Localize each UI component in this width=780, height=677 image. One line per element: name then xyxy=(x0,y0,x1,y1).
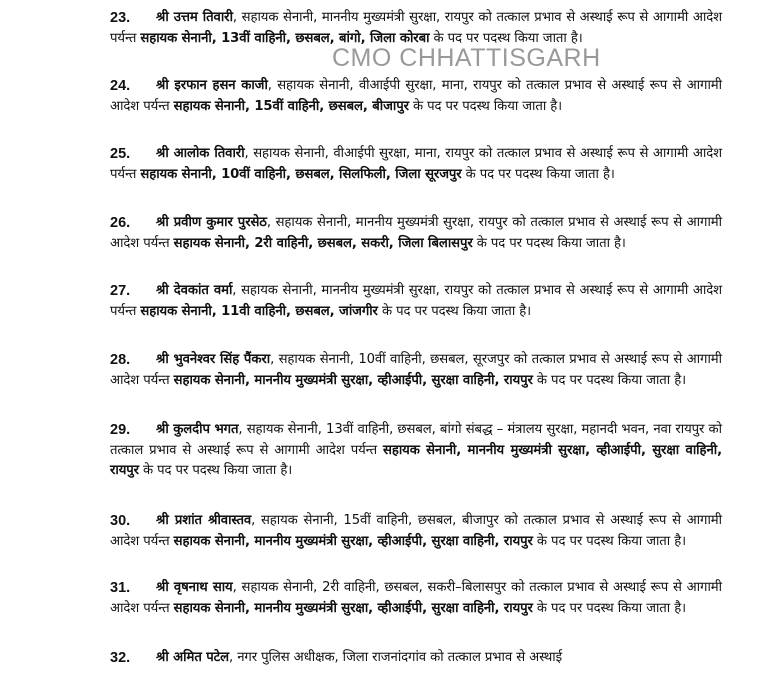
entry-number: 24. xyxy=(110,78,131,94)
entry-text: , सहायक सेनानी, 10वीं वाहिनी, छसबल, सूरजपुर को तत्काल प्रभाव से अस्थाई रूप से आगामी आदेश पर्यन्त xyxy=(110,352,722,388)
officer-name: श्री प्रवीण कुमार पुरसेठ xyxy=(156,215,267,230)
entry-text: , सहायक सेनानी, 15वीं वाहिनी, छसबल, बीजापुर को तत्काल प्रभाव से अस्थाई रूप से आगामी आदेश पर्यन्त xyxy=(110,513,722,549)
officer-name: श्री देवकांत वर्मा xyxy=(156,283,233,298)
entry-number: 31. xyxy=(110,580,131,596)
new-posting: सहायक सेनानी, 15वीं वाहिनी, छसबल, बीजापुर xyxy=(173,98,409,114)
entry-number: 29. xyxy=(110,422,131,438)
entry-paragraph xyxy=(110,213,722,254)
entry-number: 26. xyxy=(110,215,131,231)
entry-number: 28. xyxy=(110,352,131,368)
entry-paragraph xyxy=(110,144,722,185)
entry-text: , सहायक सेनानी, 2री वाहिनी, छसबल, सकरी–बिलासपुर को तत्काल प्रभाव से अस्थाई रूप से आगामी आदेश पर्यन्त xyxy=(110,580,722,616)
order-entry-23 xyxy=(0,8,780,49)
entry-number: 27. xyxy=(110,283,131,299)
entry-paragraph xyxy=(110,281,722,322)
new-posting: सहायक सेनानी, 13वीं वाहिनी, छसबल, बांगो, जिला कोरबा xyxy=(140,30,430,46)
entry-text: , सहायक सेनानी, वीआईपी सुरक्षा, माना, रायपुर को तत्काल प्रभाव से अस्थाई रूप से आगामी आदेश पर्यन्त xyxy=(110,146,722,182)
order-entry-30 xyxy=(0,511,780,552)
order-entry-25 xyxy=(0,144,780,185)
entry-closing: के पद पर पदस्थ किया जाता है। xyxy=(461,166,615,182)
officer-name: श्री आलोक तिवारी xyxy=(156,146,245,161)
watermark-text: CMO CHHATTISGARH xyxy=(332,44,601,72)
entry-text: , सहायक सेनानी, वीआईपी सुरक्षा, माना, रायपुर को तत्काल प्रभाव से अस्थाई रूप से आगामी आदेश पर्यन्त xyxy=(110,78,722,114)
entry-paragraph xyxy=(110,8,722,49)
officer-name: श्री अमित पटेल xyxy=(156,650,230,665)
entry-text: , नगर पुलिस अधीक्षक, जिला राजनांदगांव को तत्काल प्रभाव से अस्थाई xyxy=(229,650,562,665)
officer-name: श्री वृषनाथ साय xyxy=(156,580,233,595)
officer-name: श्री भुवनेश्वर सिंह पैंकरा xyxy=(156,352,271,367)
order-entry-32 xyxy=(0,648,780,669)
entry-paragraph xyxy=(110,76,722,117)
new-posting: सहायक सेनानी, माननीय मुख्यमंत्री सुरक्षा, व्हीआईपी, सुरक्षा वाहिनी, रायपुर xyxy=(110,442,723,479)
order-entry-27 xyxy=(0,281,780,322)
entry-closing: के पद पर पदस्थ किया जाता है। xyxy=(532,533,687,549)
entry-number: 30. xyxy=(110,513,131,529)
entry-number: 25. xyxy=(110,146,131,162)
entry-closing: के पद पर पदस्थ किया जाता है। xyxy=(377,303,532,319)
entry-number: 23. xyxy=(110,10,131,26)
entry-closing: के पद पर पदस्थ किया जाता है। xyxy=(408,98,563,114)
entry-closing: के पद पर पदस्थ किया जाता है। xyxy=(138,463,293,479)
entry-text: , सहायक सेनानी, 13वीं वाहिनी, छसबल, बांगो संबद्ध – मंत्रालय सुरक्षा, महानदी भवन, नवा रायपुर को तत्काल प्रभाव से अस्थाई रूप से आगामी आदेश पर्यन्त xyxy=(110,422,723,458)
entry-paragraph xyxy=(110,511,722,552)
entry-text: , सहायक सेनानी, माननीय मुख्यमंत्री सुरक्षा, रायपुर को तत्काल प्रभाव से अस्थाई रूप से आगामी आदेश पर्यन्त xyxy=(110,283,722,319)
entry-number: 32. xyxy=(110,650,131,666)
new-posting: सहायक सेनानी, 10वीं वाहिनी, छसबल, सिलफिली, जिला सूरजपुर xyxy=(140,166,462,182)
order-entry-24 xyxy=(0,76,780,117)
officer-name: श्री उत्तम तिवारी xyxy=(156,10,233,25)
officer-name: श्री प्रशांत श्रीवास्तव xyxy=(156,513,252,528)
entry-closing: के पद पर पदस्थ किया जाता है। xyxy=(532,372,687,388)
entry-closing: के पद पर पदस्थ किया जाता है। xyxy=(429,30,583,46)
officer-name: श्री कुलदीप भगत xyxy=(156,422,239,437)
order-entry-31 xyxy=(0,578,780,619)
entry-paragraph xyxy=(110,648,722,669)
order-entry-26 xyxy=(0,213,780,254)
new-posting: सहायक सेनानी, 2री वाहिनी, छसबल, सकरी, जिला बिलासपुर xyxy=(173,235,473,251)
entry-paragraph xyxy=(110,350,722,391)
new-posting: सहायक सेनानी, 11वी वाहिनी, छसबल, जांजगीर xyxy=(140,303,378,319)
entry-closing: के पद पर पदस्थ किया जाता है। xyxy=(472,235,626,251)
new-posting: सहायक सेनानी, माननीय मुख्यमंत्री सुरक्षा, व्हीआईपी, सुरक्षा वाहिनी, रायपुर xyxy=(173,600,533,616)
order-entry-29 xyxy=(0,420,780,482)
entry-text: , सहायक सेनानी, माननीय मुख्यमंत्री सुरक्षा, रायपुर को तत्काल प्रभाव से अस्थाई रूप से आगामी आदेश पर्यन्त xyxy=(110,215,722,251)
entry-paragraph xyxy=(110,420,722,482)
order-entry-28 xyxy=(0,350,780,391)
new-posting: सहायक सेनानी, माननीय मुख्यमंत्री सुरक्षा, व्हीआईपी, सुरक्षा वाहिनी, रायपुर xyxy=(173,372,533,388)
entry-paragraph xyxy=(110,578,722,619)
entry-text: , सहायक सेनानी, माननीय मुख्यमंत्री सुरक्षा, रायपुर को तत्काल प्रभाव से अस्थाई रूप से आगामी आदेश पर्यन्त xyxy=(110,10,723,46)
new-posting: सहायक सेनानी, माननीय मुख्यमंत्री सुरक्षा, व्हीआईपी, सुरक्षा वाहिनी, रायपुर xyxy=(173,533,533,549)
entry-closing: के पद पर पदस्थ किया जाता है। xyxy=(532,600,687,616)
officer-name: श्री इरफान हसन काजी xyxy=(156,78,268,93)
